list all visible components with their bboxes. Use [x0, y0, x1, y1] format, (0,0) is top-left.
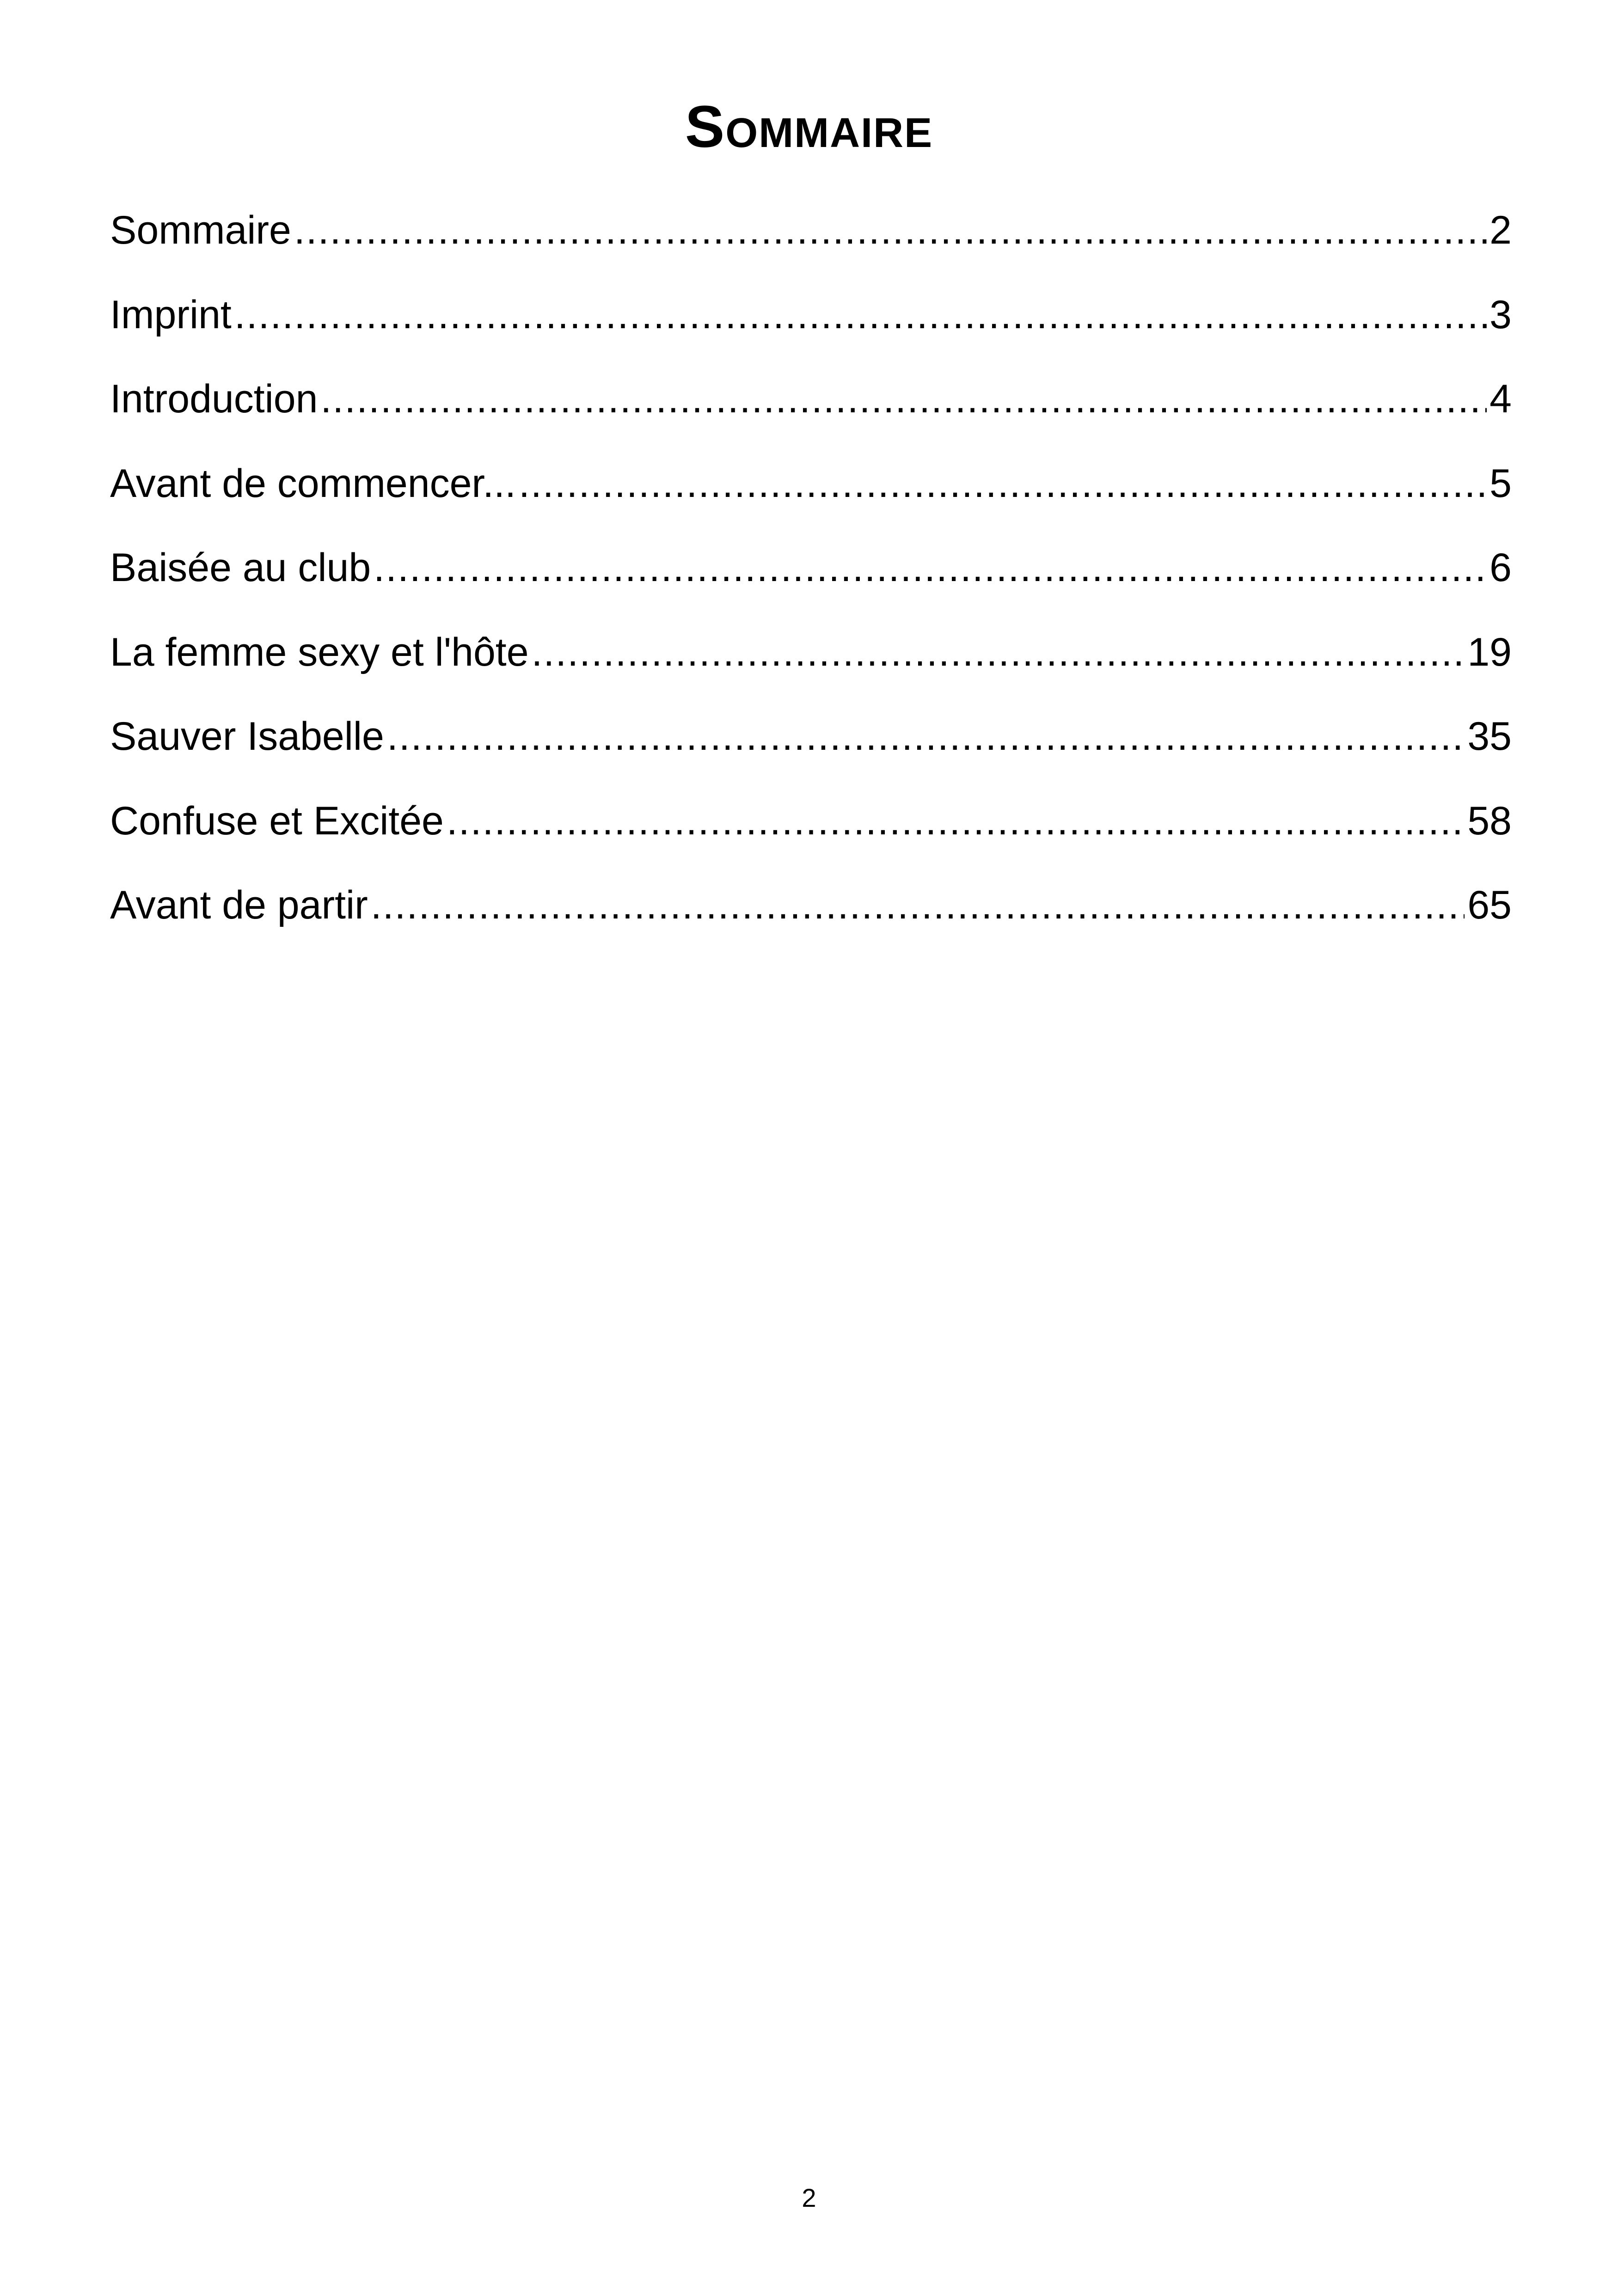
toc-entry[interactable]: [110, 709, 1512, 793]
toc-entry-label: Introduction: [110, 377, 318, 421]
table-of-contents: [110, 202, 1512, 962]
toc-dot-leader: [532, 625, 1465, 680]
toc-entry-page: 2: [1489, 208, 1512, 252]
toc-entry-page: 5: [1489, 461, 1512, 506]
toc-entry-label: Confuse et Excitée: [110, 798, 444, 843]
toc-dot-leader: [371, 877, 1465, 933]
toc-entry[interactable]: [110, 877, 1512, 962]
toc-entry-page: 58: [1467, 798, 1512, 843]
toc-entry-label: Sauver Isabelle: [110, 714, 384, 759]
toc-dot-leader: [234, 287, 1487, 343]
page-title: Sommaire: [685, 94, 933, 160]
toc-entry-page: 6: [1489, 545, 1512, 590]
toc-dot-leader: [387, 709, 1465, 764]
toc-entry[interactable]: [110, 793, 1512, 878]
toc-entry[interactable]: [110, 287, 1512, 372]
toc-entry[interactable]: [110, 625, 1512, 709]
toc-dot-leader: [519, 456, 1487, 511]
toc-entry-label: Imprint: [110, 292, 232, 337]
toc-entry-page: 4: [1489, 377, 1512, 421]
toc-entry[interactable]: [110, 202, 1512, 287]
toc-dot-leader: [374, 540, 1487, 595]
toc-entry-label: Avant de commencer...: [110, 461, 516, 506]
toc-entry-label: Sommaire: [110, 208, 291, 252]
toc-entry-page: 3: [1489, 292, 1512, 337]
toc-dot-leader: [320, 371, 1487, 427]
toc-entry[interactable]: [110, 371, 1512, 456]
toc-entry-label: Baisée au club: [110, 545, 371, 590]
toc-entry-page: 65: [1467, 883, 1512, 927]
toc-entry-label: Avant de partir: [110, 883, 368, 927]
toc-dot-leader: [294, 202, 1487, 258]
page-number: 2: [802, 2183, 816, 2212]
toc-entry[interactable]: [110, 456, 1512, 540]
toc-dot-leader: [447, 793, 1465, 849]
toc-entry[interactable]: [110, 540, 1512, 625]
toc-entry-label: La femme sexy et l'hôte: [110, 630, 529, 674]
toc-entry-page: 35: [1467, 714, 1512, 759]
toc-entry-page: 19: [1467, 630, 1512, 674]
